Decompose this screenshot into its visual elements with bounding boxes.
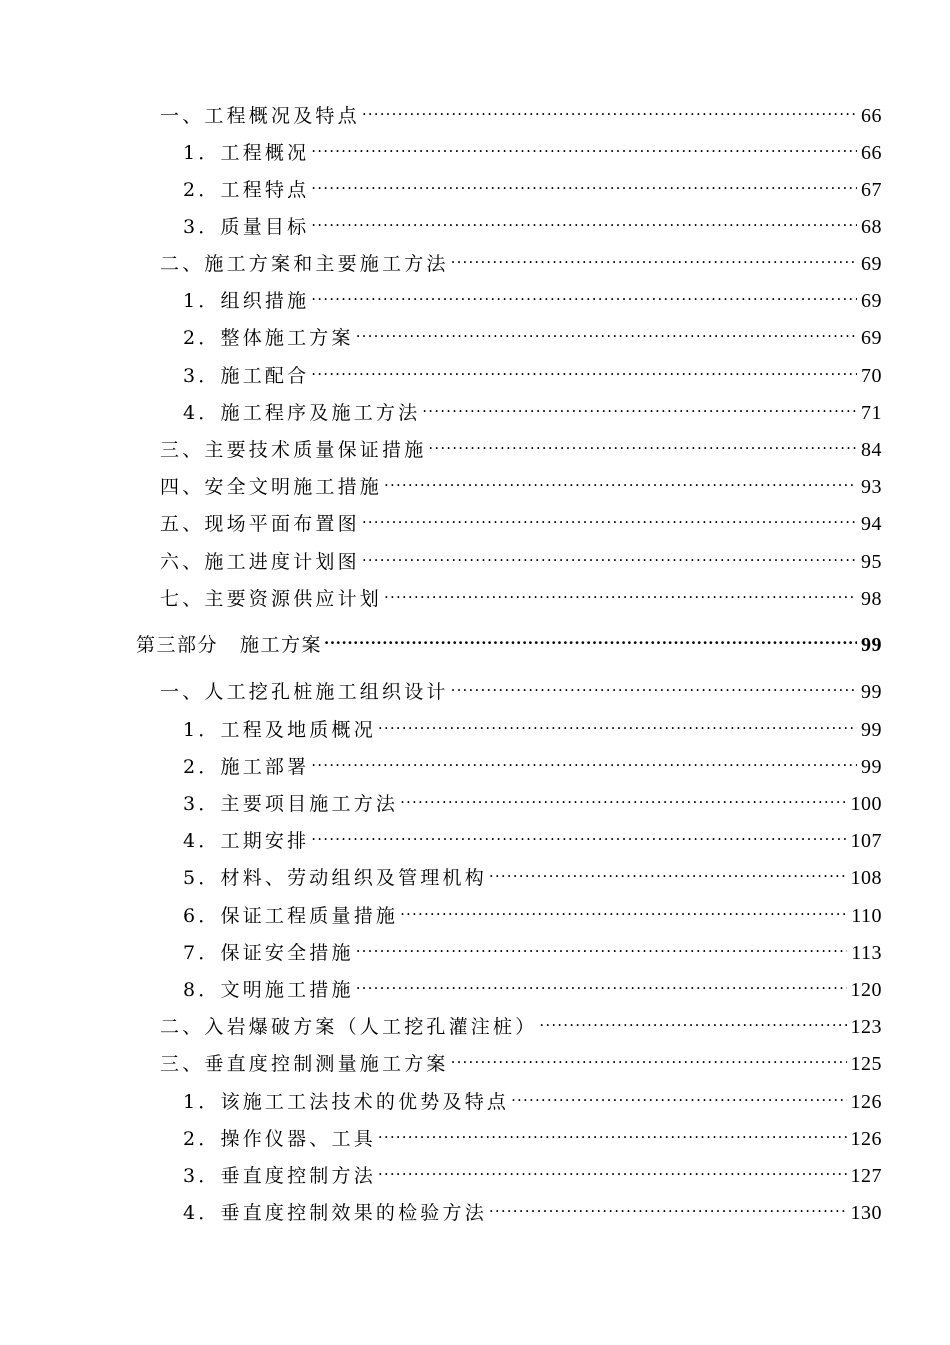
toc-entry[interactable] [160,1046,882,1076]
dot-leader [400,898,847,922]
toc-entry-title: 1．工程及地质概况 [183,719,376,741]
toc-entry-page: 71 [861,402,882,424]
toc-entry-page: 126 [850,1091,882,1113]
toc-entry-page: 94 [861,513,882,535]
toc-entry-page: 67 [861,179,882,201]
toc-entry-title: 2．工程特点 [183,179,310,201]
toc-entry-title: 1．组织措施 [183,290,310,312]
dot-leader [356,935,848,959]
toc-entry-title: 4．垂直度控制效果的检验方法 [183,1202,487,1224]
toc-entry-title: 三、垂直度控制测量施工方案 [160,1053,449,1075]
dot-leader [311,172,857,196]
toc-entry[interactable] [160,674,882,704]
toc-entry[interactable] [183,358,882,388]
toc-entry-title: 二、施工方案和主要施工方法 [160,253,449,275]
toc-entry-title: 7．保证安全措施 [183,942,354,964]
toc-entry-title: 一、工程概况及特点 [160,105,360,127]
toc-entry-title: 七、主要资源供应计划 [160,588,383,610]
dot-leader [511,1084,846,1108]
toc-part-title [136,633,322,657]
toc-entry-title: 1．工程概况 [183,142,310,164]
toc-entry-title: 2．整体施工方案 [183,327,354,349]
toc-entry[interactable] [160,98,882,128]
toc-entry[interactable] [160,581,882,611]
toc-entry[interactable] [160,1009,882,1039]
toc-entry-title: 5．材料、劳动组织及管理机构 [183,867,487,889]
toc-entry[interactable] [160,432,882,462]
toc-entry-title: 6．保证工程质量措施 [183,905,399,927]
dot-leader [311,209,857,233]
toc-entry-title: 五、现场平面布置图 [160,513,360,535]
toc-entry-title: 3．质量目标 [183,216,310,238]
toc-entry-title: 一、人工挖孔桩施工组织设计 [160,681,449,703]
dot-leader [384,469,857,493]
toc-entry-page: 126 [850,1128,882,1150]
toc-entry[interactable] [183,283,882,313]
dot-leader [362,506,857,530]
toc-entry-page: 84 [861,439,882,461]
toc-entry[interactable] [183,786,882,816]
toc-entry-page: 69 [861,253,882,275]
toc-entry-title: 三、主要技术质量保证措施 [160,439,427,461]
dot-leader [362,544,857,568]
toc-entry-page: 66 [861,105,882,127]
toc-entry[interactable] [183,172,882,202]
dot-leader [324,627,857,651]
toc-entry-page: 123 [850,1016,882,1038]
toc-entry-page: 130 [850,1202,882,1224]
toc-entry-page: 127 [850,1165,882,1187]
toc-part-entry[interactable] [136,627,882,657]
dot-leader [539,1009,846,1033]
toc-entry-title: 二、入岩爆破方案（人工挖孔灌注桩） [160,1016,538,1038]
dot-leader [311,823,846,847]
toc-entry[interactable] [183,320,882,350]
dot-leader [422,395,857,419]
toc-entry[interactable] [183,972,882,1002]
dot-leader [451,246,857,270]
toc-entry[interactable] [183,1084,882,1114]
toc-entry[interactable] [183,823,882,853]
toc-entry-page: 93 [861,476,882,498]
toc-entry-page: 99 [861,719,882,741]
toc-entry[interactable] [183,749,882,779]
dot-leader [378,1158,847,1182]
toc-entry-page: 110 [851,905,882,927]
toc-entry-page: 113 [851,942,882,964]
toc-entry-title: 3．主要项目施工方法 [183,793,399,815]
toc-entry[interactable] [183,898,882,928]
toc-entry-title: 4．工期安排 [183,830,310,852]
dot-leader [400,786,846,810]
dot-leader [311,358,857,382]
toc-entry-page: 95 [861,551,882,573]
toc-entry[interactable] [160,469,882,499]
toc-entry-title: 2．施工部署 [183,756,310,778]
dot-leader [378,1121,847,1145]
toc-entry-title: 四、安全文明施工措施 [160,476,383,498]
toc-entry[interactable] [160,506,882,536]
dot-leader [384,581,857,605]
toc-entry-page: 98 [861,588,882,610]
toc-entry-title: 六、施工进度计划图 [160,551,360,573]
dot-leader [311,135,857,159]
dot-leader [489,860,847,884]
dot-leader [451,1046,847,1070]
dot-leader [378,712,857,736]
toc-entry-page: 120 [850,979,882,1001]
dot-leader [451,674,857,698]
toc-entry-page: 125 [850,1053,882,1075]
toc-entry[interactable] [183,209,882,239]
toc-entry[interactable] [183,712,882,742]
dot-leader [489,1195,847,1219]
toc-entry-page: 100 [850,793,882,815]
toc-entry[interactable] [183,935,882,965]
toc-entry-page: 66 [861,142,882,164]
toc-entry-page: 68 [861,216,882,238]
dot-leader [311,749,857,773]
toc-entry-title: 4．施工程序及施工方法 [183,402,421,424]
toc-entry[interactable] [183,860,882,890]
toc-part-label: 第三部分 [136,634,219,656]
toc-entry[interactable] [160,544,882,574]
toc-entry[interactable] [183,395,882,425]
dot-leader [356,972,847,996]
toc-entry[interactable] [183,135,882,165]
toc-entry-page: 108 [850,867,882,889]
toc-entry-title: 1．该施工工法技术的优势及特点 [183,1091,510,1113]
toc-entry[interactable] [160,246,882,276]
toc-entry[interactable] [183,1121,882,1151]
toc-entry-page: 69 [861,327,882,349]
toc-entry-page: 69 [861,290,882,312]
dot-leader [428,432,857,456]
toc-part-name: 施工方案 [240,634,323,656]
dot-leader [356,320,857,344]
dot-leader [311,283,857,307]
toc-entry-page: 107 [850,830,882,852]
toc-entry[interactable] [183,1195,882,1225]
toc-entry-page: 99 [861,681,882,703]
toc-entry-title: 2．操作仪器、工具 [183,1128,376,1150]
toc-entry-page: 70 [861,365,882,387]
toc-entry-title: 3．垂直度控制方法 [183,1165,376,1187]
toc-entry-page: 99 [861,756,882,778]
toc-entry-title: 8．文明施工措施 [183,979,354,1001]
toc-entry-title: 3．施工配合 [183,365,310,387]
toc-entry[interactable] [183,1158,882,1188]
dot-leader [362,98,857,122]
toc-entry-page: 99 [861,634,882,656]
